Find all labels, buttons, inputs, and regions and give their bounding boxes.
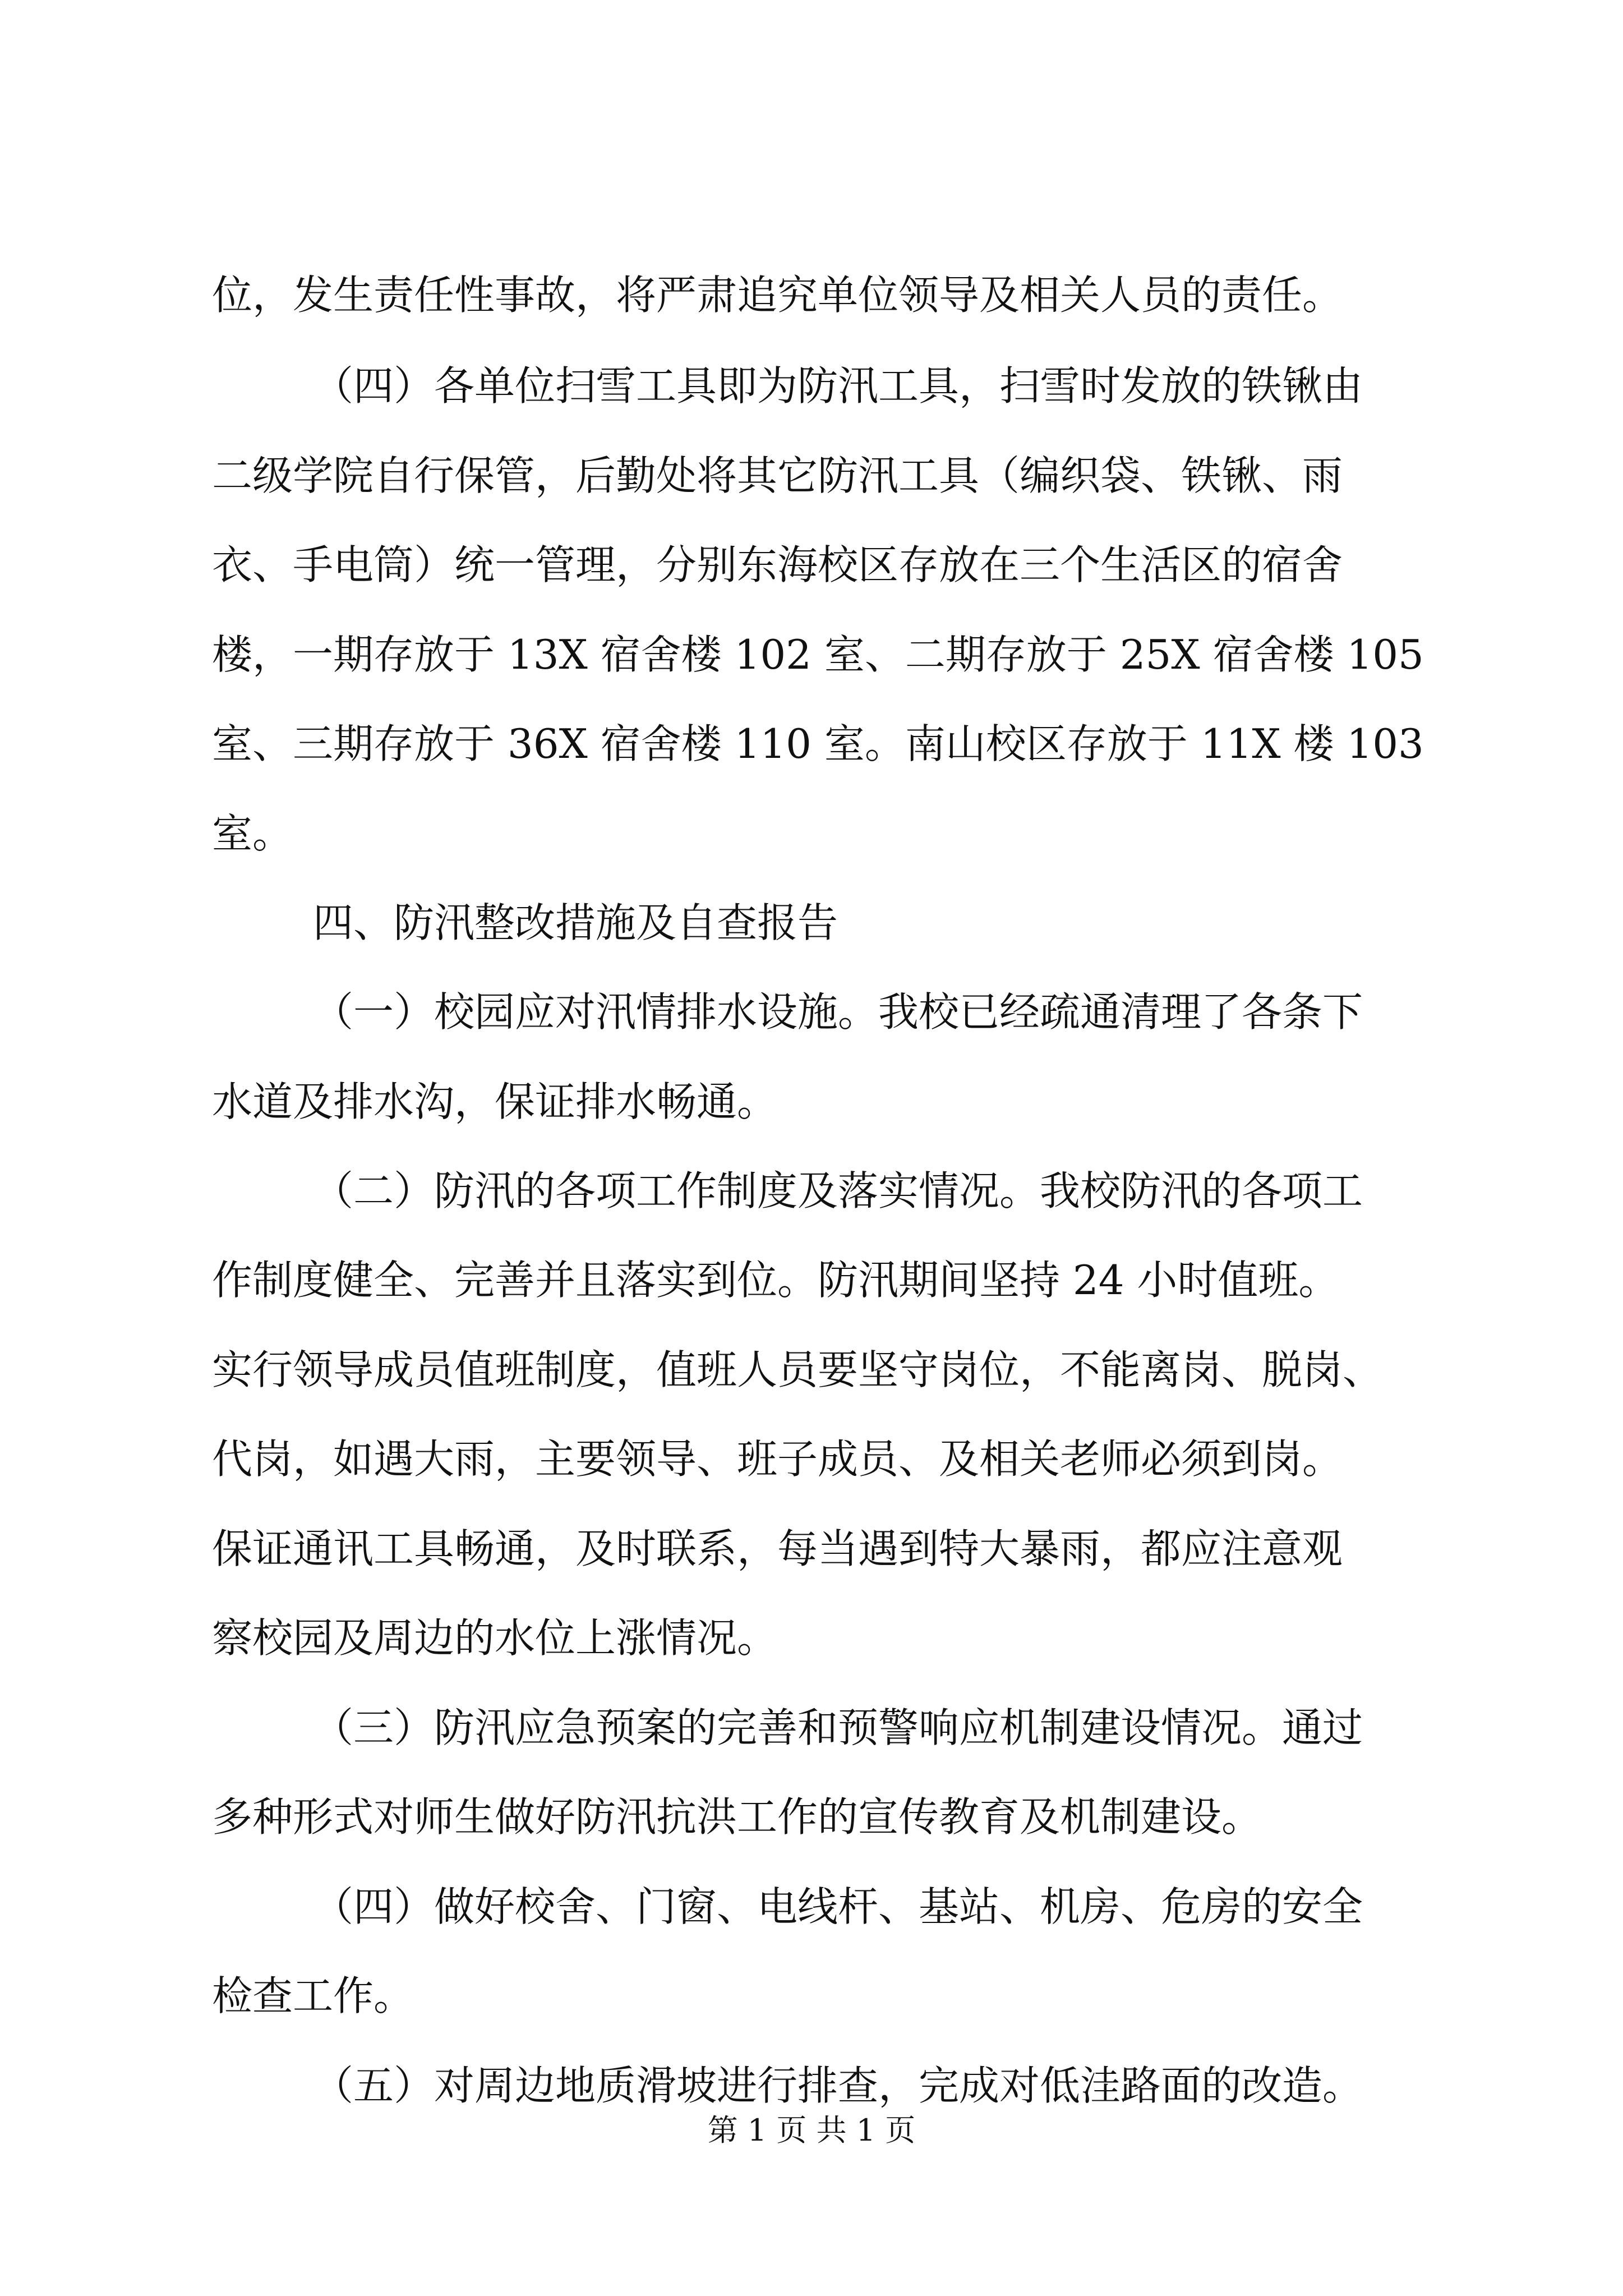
document-body (212, 0, 1424, 2109)
text-line: （三）防汛应急预案的完善和预警响应机制建设情况。通过 (313, 1704, 1363, 1751)
text-line: 水道及排水沟，保证排水畅通。 (212, 1078, 778, 1125)
text-line: 保证通讯工具畅通，及时联系，每当遇到特大暴雨，都应注意观 (212, 1525, 1343, 1572)
text-line: 作制度健全、完善并且落实到位。防汛期间坚持 24 小时值班。 (212, 1257, 1339, 1304)
text-line: 二级学院自行保管，后勤处将其它防汛工具（编织袋、铁锹、雨 (212, 452, 1343, 499)
text-line: 多种形式对师生做好防汛抗洪工作的宣传教育及机制建设。 (212, 1793, 1262, 1841)
text-line: （四）做好校舍、门窗、电线杆、基站、机房、危房的安全 (313, 1883, 1363, 1930)
page-number-footer: 第 1 页 共 1 页 (707, 2113, 916, 2148)
text-line: 楼，一期存放于 13X 宿舍楼 102 室、二期存放于 25X 宿舍楼 105 (212, 631, 1424, 678)
text-line: 位，发生责任性事故，将严肃追究单位领导及相关人员的责任。 (212, 272, 1343, 319)
text-line: （一）校园应对汛情排水设施。我校已经疏通清理了各条下 (313, 988, 1363, 1036)
text-line: （五）对周边地质滑坡进行排查，完成对低洼路面的改造。 (313, 2062, 1363, 2109)
section-heading: 四、防汛整改措施及自查报告 (313, 899, 838, 946)
text-line: （二）防汛的各项工作制度及落实情况。我校防汛的各项工 (313, 1167, 1363, 1214)
text-line: 检查工作。 (212, 1972, 414, 2019)
text-line: 衣、手电筒）统一管理，分别东海校区存放在三个生活区的宿舍 (212, 541, 1343, 588)
text-line: 察校园及周边的水位上涨情况。 (212, 1614, 778, 1662)
text-line: 代岗，如遇大雨，主要领导、班子成员、及相关老师必须到岗。 (212, 1435, 1343, 1483)
text-line: （四）各单位扫雪工具即为防汛工具，扫雪时发放的铁锹由 (313, 362, 1363, 409)
text-line: 室、三期存放于 36X 宿舍楼 110 室。南山校区存放于 11X 楼 103 (212, 720, 1424, 767)
text-line: 室。 (212, 810, 293, 857)
text-line: 实行领导成员值班制度，值班人员要坚守岗位，不能离岗、脱岗、 (212, 1346, 1384, 1393)
